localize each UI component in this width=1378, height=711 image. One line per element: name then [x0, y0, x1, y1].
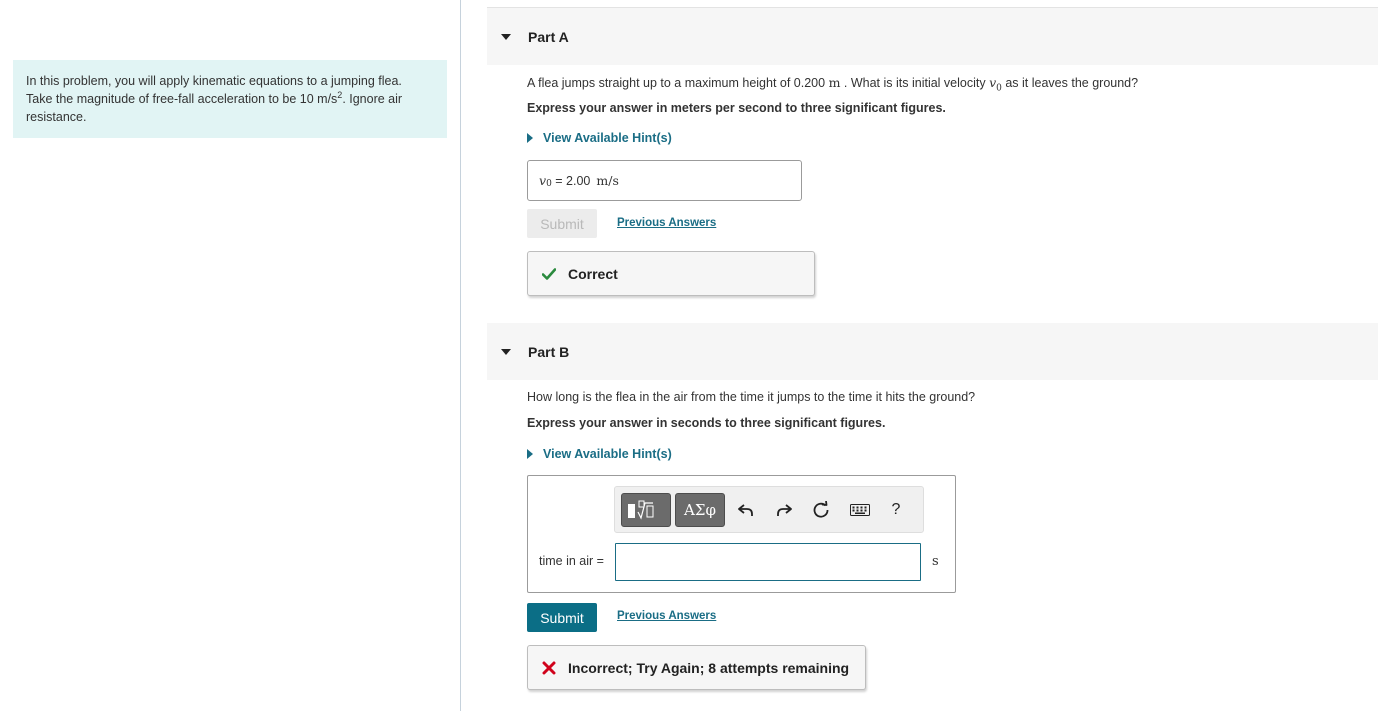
collapse-caret-icon[interactable]	[501, 34, 511, 40]
part-a-answer-box: v $_0$ = 2.00 m/s	[527, 160, 802, 201]
part-a-header[interactable]	[487, 8, 1378, 65]
part-b-feedback: Incorrect; Try Again; 8 attempts remaining	[527, 645, 866, 690]
part-b-previous-answers-link[interactable]: Previous Answers	[617, 610, 717, 622]
part-a-answer-value: 2.00	[566, 173, 591, 188]
part-b-header[interactable]	[487, 323, 1378, 380]
expand-triangle-icon	[527, 133, 533, 143]
greek-symbols-icon[interactable]: ΑΣφ	[675, 493, 725, 527]
checkmark-icon	[542, 268, 556, 280]
part-b-instruction: Express your answer in seconds to three significant figures.	[527, 416, 886, 430]
part-a-instruction: Express your answer in meters per second to three significant figures.	[527, 101, 946, 115]
part-a-hint-link[interactable]: View Available Hint(s)	[527, 131, 672, 145]
cross-icon	[542, 661, 556, 675]
intro-text: In this problem, you will apply kinematic equations to a jumping flea. Take the magnitude of free-fall acceleration to be 10 $m/s^2$. Ignore air resistance.	[26, 74, 403, 124]
part-b-submit-button[interactable]: Submit	[527, 603, 597, 632]
part-a-submit-button[interactable]: Submit	[527, 209, 597, 238]
time-unit-label: s	[932, 554, 939, 569]
time-in-air-input[interactable]	[615, 543, 921, 581]
intro-panel	[13, 60, 447, 138]
keyboard-icon[interactable]	[847, 499, 873, 521]
part-b-title: Part B	[528, 343, 570, 360]
part-a-feedback: Correct	[527, 251, 815, 296]
panel-divider	[460, 0, 461, 711]
part-a-title: Part A	[528, 28, 569, 45]
undo-icon[interactable]	[735, 499, 757, 521]
expand-triangle-icon	[527, 449, 533, 459]
part-a-previous-answers-link[interactable]: Previous Answers	[617, 217, 717, 229]
help-icon[interactable]: ?	[891, 501, 901, 518]
redo-icon[interactable]	[773, 499, 795, 521]
math-toolbar	[614, 486, 924, 533]
part-a-question: A flea jumps straight up to a maximum height of 0.200 m . What is its initial velocity $v_0$ as it leaves the ground?	[527, 75, 1139, 94]
time-in-air-label: time in air =	[539, 554, 604, 568]
part-a-answer-unit: m/s	[596, 173, 619, 188]
part-b-question: How long is the flea in the air from the time it jumps to the time it hits the ground?	[527, 390, 976, 404]
part-b-hint-link[interactable]: View Available Hint(s)	[527, 447, 672, 461]
collapse-caret-icon[interactable]	[501, 349, 511, 355]
templates-icon[interactable]	[621, 493, 671, 527]
reset-icon[interactable]	[810, 499, 832, 521]
